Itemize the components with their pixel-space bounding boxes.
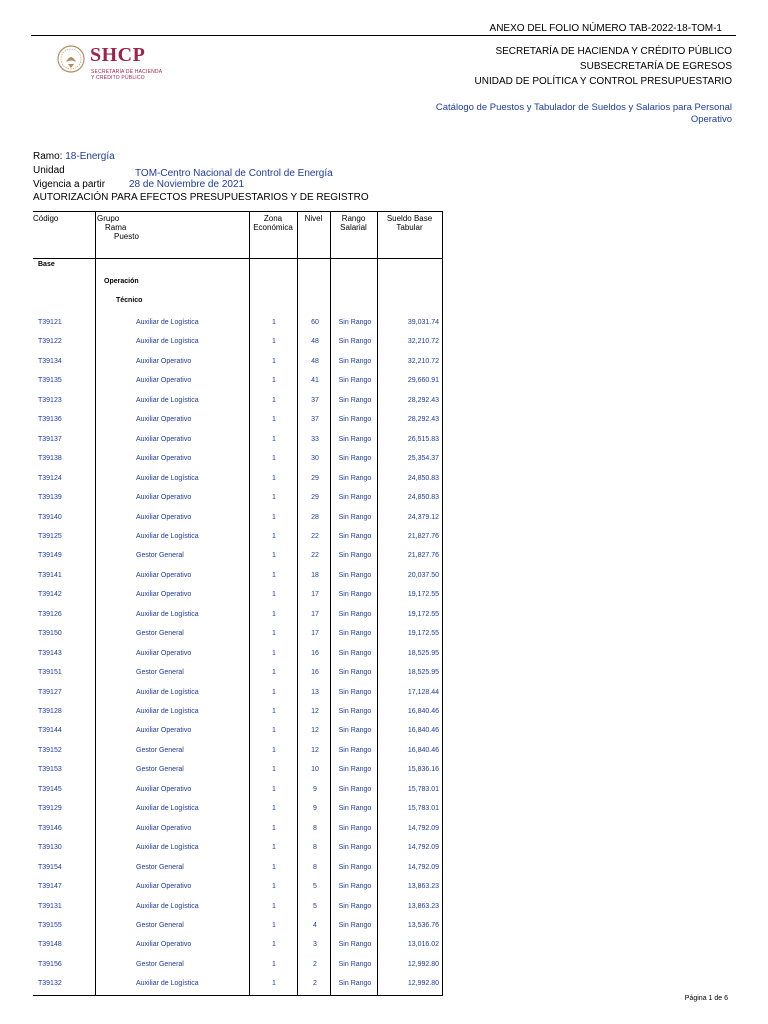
cell-sueldo: 32,210.72 xyxy=(407,357,439,365)
cell-codigo: T39123 xyxy=(38,396,62,404)
header-zona-1: Zona xyxy=(263,214,283,223)
cell-codigo: T39146 xyxy=(38,824,62,832)
cell-zona: 1 xyxy=(272,396,276,404)
cell-zona: 1 xyxy=(272,474,276,482)
cell-sueldo: 32,210.72 xyxy=(407,338,439,346)
cell-rango: Sin Rango xyxy=(338,863,372,871)
cell-codigo: T39143 xyxy=(38,649,62,657)
cell-sueldo: 15,783.01 xyxy=(407,805,439,813)
table-row xyxy=(33,572,443,584)
table-row xyxy=(33,319,443,331)
cell-zona: 1 xyxy=(272,552,276,560)
cell-puesto: Auxiliar de Logística xyxy=(136,844,199,852)
ramo-label: Ramo: xyxy=(33,151,63,162)
cell-rango: Sin Rango xyxy=(338,630,372,638)
cell-sueldo: 17,128.44 xyxy=(407,688,439,696)
cell-zona: 1 xyxy=(272,921,276,929)
table-row xyxy=(33,961,443,973)
cell-nivel: 12 xyxy=(311,727,319,735)
cell-nivel: 10 xyxy=(311,766,319,774)
cell-sueldo: 14,792.09 xyxy=(407,863,439,871)
cell-sueldo: 15,836.16 xyxy=(407,766,439,774)
cell-codigo: T39132 xyxy=(38,980,62,988)
cell-codigo: T39153 xyxy=(38,766,62,774)
cell-sueldo: 19,172.55 xyxy=(407,610,439,618)
cell-puesto: Auxiliar Operativo xyxy=(136,785,192,793)
cell-puesto: Auxiliar de Logística xyxy=(136,319,199,326)
cell-nivel: 16 xyxy=(311,669,319,677)
header-line-1: SECRETARÍA DE HACIENDA Y CRÉDITO PÚBLICO xyxy=(495,46,732,57)
table-row xyxy=(33,552,443,564)
cell-rango: Sin Rango xyxy=(338,494,372,502)
cell-sueldo: 16,840.46 xyxy=(407,727,439,735)
cell-codigo: T39136 xyxy=(38,416,62,424)
cell-codigo: T39139 xyxy=(38,494,62,502)
cell-puesto: Auxiliar Operativo xyxy=(136,357,192,365)
cell-rango: Sin Rango xyxy=(338,377,372,385)
cell-codigo: T39150 xyxy=(38,630,62,638)
cell-rango: Sin Rango xyxy=(338,980,372,988)
cell-nivel: 4 xyxy=(313,921,317,929)
cell-sueldo: 15,783.01 xyxy=(407,785,439,793)
section-grupo: Base xyxy=(38,261,55,268)
cell-rango: Sin Rango xyxy=(338,591,372,599)
cell-sueldo: 18,525.95 xyxy=(407,669,439,677)
cell-nivel: 8 xyxy=(313,824,317,832)
cell-nivel: 29 xyxy=(311,474,319,482)
cell-rango: Sin Rango xyxy=(338,688,372,696)
cell-nivel: 37 xyxy=(311,396,319,404)
cell-zona: 1 xyxy=(272,435,276,443)
cell-rango: Sin Rango xyxy=(338,941,372,949)
cell-codigo: T39129 xyxy=(38,805,62,813)
cell-zona: 1 xyxy=(272,824,276,832)
cell-codigo: T39138 xyxy=(38,455,62,463)
cell-codigo: T39121 xyxy=(38,319,62,326)
cell-zona: 1 xyxy=(272,785,276,793)
table-row xyxy=(33,825,443,837)
table-row xyxy=(33,766,443,778)
header-rango-2: Salarial xyxy=(340,223,367,232)
table-row xyxy=(33,514,443,526)
cell-sueldo: 20,037.50 xyxy=(407,571,439,579)
cell-rango: Sin Rango xyxy=(338,708,372,715)
cell-zona: 1 xyxy=(272,960,276,968)
cell-nivel: 22 xyxy=(311,552,319,560)
cell-nivel: 8 xyxy=(313,844,317,852)
cell-nivel: 12 xyxy=(311,746,319,754)
cell-sueldo: 13,863.23 xyxy=(407,902,439,910)
cell-rango: Sin Rango xyxy=(338,844,372,852)
cell-puesto: Auxiliar Operativo xyxy=(136,416,192,424)
cell-sueldo: 39,031.74 xyxy=(407,319,439,326)
cell-rango: Sin Rango xyxy=(338,416,372,424)
catalog-title: Catálogo de Puestos y Tabulador de Sueldos y Salarios para Personal Operativo xyxy=(435,102,732,125)
vigencia-value: 28 de Noviembre de 2021 xyxy=(129,179,245,190)
table-row xyxy=(33,708,443,720)
table-row xyxy=(33,727,443,739)
table-row xyxy=(33,455,443,467)
cell-rango: Sin Rango xyxy=(338,474,372,482)
cell-codigo: T39156 xyxy=(38,960,62,968)
unidad-label: Unidad xyxy=(33,165,65,176)
table-row xyxy=(33,436,443,448)
cell-puesto: Auxiliar de Logística xyxy=(136,902,199,910)
document-header xyxy=(475,44,732,89)
cell-zona: 1 xyxy=(272,863,276,871)
cell-nivel: 30 xyxy=(311,455,319,463)
ramo-value: 18-Energía xyxy=(65,151,115,162)
cell-nivel: 9 xyxy=(313,805,317,813)
cell-zona: 1 xyxy=(272,513,276,521)
table-row xyxy=(33,591,443,603)
cell-sueldo: 26,515.83 xyxy=(407,435,439,443)
table-row xyxy=(33,689,443,701)
cell-rango: Sin Rango xyxy=(338,396,372,404)
cell-codigo: T39144 xyxy=(38,727,62,735)
cell-sueldo: 14,792.09 xyxy=(407,824,439,832)
cell-rango: Sin Rango xyxy=(338,532,372,540)
cell-rango: Sin Rango xyxy=(338,766,372,774)
cell-zona: 1 xyxy=(272,708,276,715)
cell-zona: 1 xyxy=(272,591,276,599)
cell-puesto: Gestor General xyxy=(136,921,184,929)
cell-rango: Sin Rango xyxy=(338,435,372,443)
cell-nivel: 2 xyxy=(313,980,317,988)
cell-codigo: T39127 xyxy=(38,688,62,696)
ramo-line xyxy=(33,151,115,162)
table-row xyxy=(33,338,443,350)
cell-rango: Sin Rango xyxy=(338,319,372,326)
cell-rango: Sin Rango xyxy=(338,513,372,521)
cell-nivel: 12 xyxy=(311,708,319,715)
cell-codigo: T39131 xyxy=(38,902,62,910)
cell-codigo: T39151 xyxy=(38,669,62,677)
cell-zona: 1 xyxy=(272,980,276,988)
cell-puesto: Auxiliar Operativo xyxy=(136,649,192,657)
cell-sueldo: 13,863.23 xyxy=(407,883,439,891)
cell-codigo: T39155 xyxy=(38,921,62,929)
cell-sueldo: 14,792.09 xyxy=(407,844,439,852)
cell-rango: Sin Rango xyxy=(338,338,372,346)
cell-puesto: Auxiliar de Logística xyxy=(136,805,199,813)
table-row xyxy=(33,980,443,992)
cell-codigo: T39140 xyxy=(38,513,62,521)
cell-rango: Sin Rango xyxy=(338,746,372,754)
cell-rango: Sin Rango xyxy=(338,921,372,929)
cell-codigo: T39128 xyxy=(38,708,62,715)
cell-codigo: T39152 xyxy=(38,746,62,754)
cell-puesto: Auxiliar Operativo xyxy=(136,941,192,949)
header-zona xyxy=(249,214,297,232)
cell-puesto: Auxiliar Operativo xyxy=(136,591,192,599)
cell-nivel: 2 xyxy=(313,960,317,968)
cell-sueldo: 12,992.80 xyxy=(407,960,439,968)
cell-rango: Sin Rango xyxy=(338,883,372,891)
cell-zona: 1 xyxy=(272,610,276,618)
header-puesto: Puesto xyxy=(114,232,139,241)
cell-sueldo: 24,850.83 xyxy=(407,494,439,502)
table-row xyxy=(33,941,443,953)
cell-codigo: T39125 xyxy=(38,532,62,540)
table-row xyxy=(33,903,443,915)
header-nivel: Nivel xyxy=(304,214,323,223)
folio-divider xyxy=(31,35,736,36)
cell-nivel: 22 xyxy=(311,532,319,540)
header-sueldo xyxy=(377,214,442,232)
cell-puesto: Gestor General xyxy=(136,630,184,638)
table-row xyxy=(33,397,443,409)
header-sueldo-2: Tabular xyxy=(396,223,423,232)
cell-sueldo: 28,292.43 xyxy=(407,416,439,424)
cell-puesto: Auxiliar Operativo xyxy=(136,377,192,385)
cell-puesto: Gestor General xyxy=(136,960,184,968)
cell-zona: 1 xyxy=(272,883,276,891)
cell-puesto: Gestor General xyxy=(136,746,184,754)
cell-puesto: Gestor General xyxy=(136,863,184,871)
table-row xyxy=(33,650,443,662)
cell-rango: Sin Rango xyxy=(338,610,372,618)
cell-puesto: Gestor General xyxy=(136,552,184,560)
cell-zona: 1 xyxy=(272,416,276,424)
cell-zona: 1 xyxy=(272,571,276,579)
table-row xyxy=(33,475,443,487)
page-number: Página 1 de 6 xyxy=(684,995,728,1002)
cell-codigo: T39142 xyxy=(38,591,62,599)
cell-puesto: Auxiliar Operativo xyxy=(136,435,192,443)
cell-sueldo: 21,827.76 xyxy=(407,552,439,560)
cell-zona: 1 xyxy=(272,532,276,540)
table-row xyxy=(33,358,443,370)
section-rama: Operación xyxy=(104,278,139,285)
cell-puesto: Auxiliar de Logística xyxy=(136,532,199,540)
cell-sueldo: 21,827.76 xyxy=(407,532,439,540)
cell-zona: 1 xyxy=(272,377,276,385)
cell-zona: 1 xyxy=(272,319,276,326)
cell-zona: 1 xyxy=(272,688,276,696)
cell-zona: 1 xyxy=(272,630,276,638)
cell-zona: 1 xyxy=(272,338,276,346)
cell-puesto: Auxiliar de Logística xyxy=(136,474,199,482)
cell-rango: Sin Rango xyxy=(338,649,372,657)
vigencia-label: Vigencia a partir xyxy=(33,179,106,190)
cell-puesto: Gestor General xyxy=(136,766,184,774)
cell-sueldo: 16,840.46 xyxy=(407,708,439,715)
cell-puesto: Auxiliar Operativo xyxy=(136,727,192,735)
cell-puesto: Auxiliar Operativo xyxy=(136,513,192,521)
cell-nivel: 17 xyxy=(311,630,319,638)
table-row xyxy=(33,883,443,895)
header-line-2: SUBSECRETARÍA DE EGRESOS xyxy=(579,61,732,72)
cell-zona: 1 xyxy=(272,902,276,910)
logo-subtitle-2: Y CRÉDITO PÚBLICO xyxy=(91,75,145,81)
cell-codigo: T39124 xyxy=(38,474,62,482)
header-rango xyxy=(330,214,377,232)
cell-zona: 1 xyxy=(272,805,276,813)
header-rango-1: Rango xyxy=(341,214,366,223)
cell-puesto: Auxiliar de Logística xyxy=(136,708,199,715)
cell-nivel: 16 xyxy=(311,649,319,657)
cell-puesto: Auxiliar Operativo xyxy=(136,494,192,502)
shcp-logo xyxy=(56,44,186,84)
cell-codigo: T39149 xyxy=(38,552,62,560)
logo-subtitle-1: SECRETARÍA DE HACIENDA xyxy=(91,69,163,75)
cell-nivel: 41 xyxy=(311,377,319,385)
cell-rango: Sin Rango xyxy=(338,571,372,579)
autorizacion-title: AUTORIZACIÓN PARA EFECTOS PRESUPUESTARIOS Y DE REGISTRO xyxy=(33,192,369,203)
cell-zona: 1 xyxy=(272,649,276,657)
salary-table xyxy=(33,211,443,998)
cell-codigo: T39130 xyxy=(38,844,62,852)
cell-nivel: 17 xyxy=(311,610,319,618)
cell-zona: 1 xyxy=(272,727,276,735)
cell-codigo: T39122 xyxy=(38,338,62,346)
table-row xyxy=(33,922,443,934)
table-row xyxy=(33,416,443,428)
cell-rango: Sin Rango xyxy=(338,552,372,560)
cell-sueldo: 12,992.80 xyxy=(407,980,439,988)
cell-puesto: Auxiliar de Logística xyxy=(136,338,199,346)
cell-nivel: 8 xyxy=(313,863,317,871)
cell-nivel: 33 xyxy=(311,435,319,443)
table-row xyxy=(33,786,443,798)
cell-nivel: 48 xyxy=(311,357,319,365)
cell-puesto: Auxiliar Operativo xyxy=(136,455,192,463)
cell-codigo: T39154 xyxy=(38,863,62,871)
cell-sueldo: 19,172.55 xyxy=(407,591,439,599)
table-row xyxy=(33,805,443,817)
table-row xyxy=(33,669,443,681)
cell-sueldo: 25,354.37 xyxy=(407,455,439,463)
cell-puesto: Auxiliar de Logística xyxy=(136,610,199,618)
cell-rango: Sin Rango xyxy=(338,669,372,677)
cell-nivel: 5 xyxy=(313,883,317,891)
cell-rango: Sin Rango xyxy=(338,805,372,813)
cell-nivel: 9 xyxy=(313,785,317,793)
cell-zona: 1 xyxy=(272,357,276,365)
cell-sueldo: 28,292.43 xyxy=(407,396,439,404)
header-line-3: UNIDAD DE POLÍTICA Y CONTROL PRESUPUESTARIO xyxy=(474,76,732,87)
cell-zona: 1 xyxy=(272,766,276,774)
cell-sueldo: 13,536.76 xyxy=(407,921,439,929)
cell-codigo: T39147 xyxy=(38,883,62,891)
cell-zona: 1 xyxy=(272,455,276,463)
cell-codigo: T39135 xyxy=(38,377,62,385)
cell-codigo: T39137 xyxy=(38,435,62,443)
cell-nivel: 3 xyxy=(313,941,317,949)
cell-puesto: Auxiliar de Logística xyxy=(136,980,199,988)
cell-puesto: Gestor General xyxy=(136,669,184,677)
cell-nivel: 29 xyxy=(311,494,319,502)
cell-nivel: 17 xyxy=(311,591,319,599)
cell-rango: Sin Rango xyxy=(338,824,372,832)
cell-sueldo: 16,840.46 xyxy=(407,746,439,754)
cell-codigo: T39141 xyxy=(38,571,62,579)
cell-nivel: 60 xyxy=(311,319,319,326)
cell-codigo: T39126 xyxy=(38,610,62,618)
coat-of-arms-icon xyxy=(56,44,86,76)
cell-rango: Sin Rango xyxy=(338,902,372,910)
cell-zona: 1 xyxy=(272,941,276,949)
cell-rango: Sin Rango xyxy=(338,727,372,735)
unidad-value: TOM-Centro Nacional de Control de Energía xyxy=(135,168,333,179)
cell-zona: 1 xyxy=(272,669,276,677)
table-row xyxy=(33,864,443,876)
cell-zona: 1 xyxy=(272,844,276,852)
cell-nivel: 48 xyxy=(311,338,319,346)
cell-puesto: Auxiliar de Logística xyxy=(136,688,199,696)
cell-sueldo: 24,379.12 xyxy=(407,513,439,521)
cell-nivel: 28 xyxy=(311,513,319,521)
cell-sueldo: 24,850.83 xyxy=(407,474,439,482)
cell-puesto: Auxiliar Operativo xyxy=(136,824,192,832)
cell-sueldo: 29,660.91 xyxy=(407,377,439,385)
cell-sueldo: 19,172.55 xyxy=(407,630,439,638)
cell-rango: Sin Rango xyxy=(338,455,372,463)
cell-puesto: Auxiliar Operativo xyxy=(136,883,192,891)
folio-number: ANEXO DEL FOLIO NÚMERO TAB-2022-18-TOM-1 xyxy=(489,23,722,34)
table-row xyxy=(33,630,443,642)
cell-zona: 1 xyxy=(272,494,276,502)
section-puesto: Técnico xyxy=(116,297,143,304)
cell-nivel: 13 xyxy=(311,688,319,696)
logo-brand: SHCP xyxy=(90,44,146,66)
cell-codigo: T39145 xyxy=(38,785,62,793)
cell-puesto: Auxiliar Operativo xyxy=(136,571,192,579)
table-row xyxy=(33,844,443,856)
table-row xyxy=(33,533,443,545)
cell-zona: 1 xyxy=(272,746,276,754)
cell-sueldo: 18,525.95 xyxy=(407,649,439,657)
header-zona-2: Económica xyxy=(253,223,293,232)
table-row xyxy=(33,747,443,759)
cell-codigo: T39148 xyxy=(38,941,62,949)
cell-sueldo: 13,016.02 xyxy=(407,941,439,949)
table-row xyxy=(33,377,443,389)
header-grupo: Grupo xyxy=(97,214,120,223)
header-rama: Rama xyxy=(105,223,127,232)
cell-puesto: Auxiliar de Logística xyxy=(136,396,199,404)
cell-rango: Sin Rango xyxy=(338,357,372,365)
cell-rango: Sin Rango xyxy=(338,785,372,793)
cell-rango: Sin Rango xyxy=(338,960,372,968)
cell-nivel: 37 xyxy=(311,416,319,424)
cell-nivel: 5 xyxy=(313,902,317,910)
table-row xyxy=(33,494,443,506)
header-codigo: Código xyxy=(33,214,59,223)
cell-nivel: 18 xyxy=(311,571,319,579)
header-sueldo-1: Sueldo Base xyxy=(386,214,433,223)
cell-codigo: T39134 xyxy=(38,357,62,365)
table-row xyxy=(33,611,443,623)
